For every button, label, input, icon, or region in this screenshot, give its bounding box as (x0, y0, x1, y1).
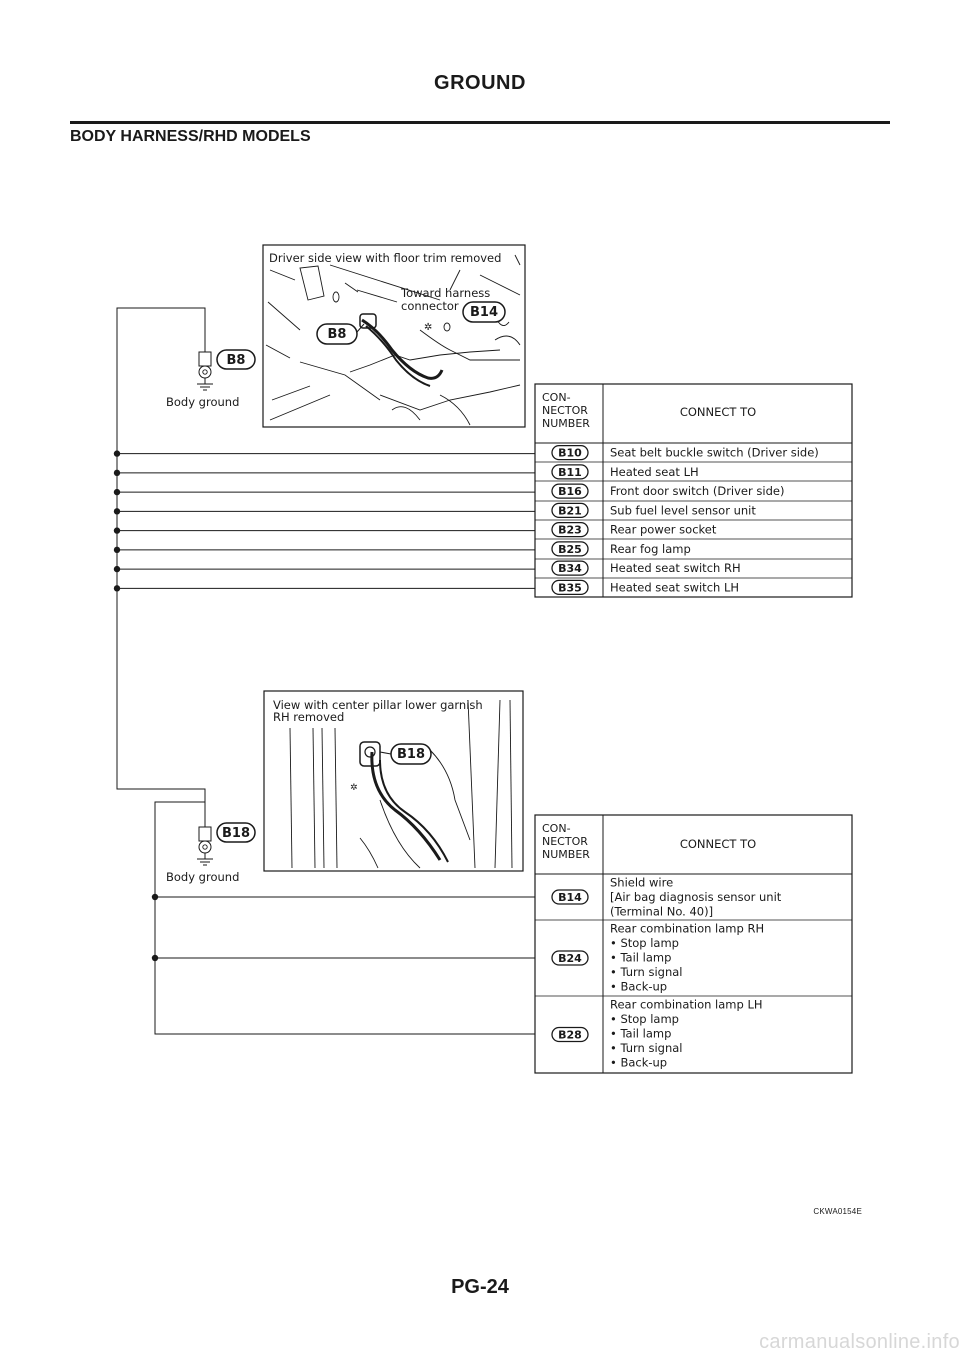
ground-symbol-b18 (166, 823, 255, 884)
connector-number: B34 (558, 562, 582, 576)
ground-b18-connector: B18 (222, 826, 250, 841)
table-bottom-col1-line2: NECTOR (542, 835, 588, 848)
connect-to-desc: Front door switch (Driver side) (610, 484, 785, 499)
table-top-row (552, 580, 739, 594)
footer-watermark: carmanualsonline.info (759, 1331, 960, 1353)
photo-driver-side-callout-line1: Toward harness (401, 286, 491, 300)
photo-driver-side-callout-line2: connector (401, 299, 459, 313)
connect-to-line: • Back-up (610, 979, 668, 994)
connect-to-desc: Heated seat switch LH (610, 580, 740, 595)
connector-number: B11 (558, 465, 582, 479)
table-top-row (552, 561, 741, 575)
connector-number: B21 (558, 504, 582, 518)
table-top-col2-header: CONNECT TO (679, 405, 757, 419)
table-bottom-col1-line1: CON- (542, 822, 571, 835)
photo-driver-side-b8-label: B8 (327, 327, 347, 342)
table-top-col1-line2: NECTOR (542, 404, 588, 417)
table-top-row (552, 446, 819, 460)
wiring-top (117, 308, 205, 820)
connect-to-line: (Terminal No. 40)] (610, 904, 714, 919)
table-bottom-col1-line3: NUMBER (542, 848, 590, 861)
connect-to-line: [Air bag diagnosis sensor unit (610, 890, 782, 904)
connector-number: B24 (558, 952, 582, 965)
junction-dot (152, 894, 158, 900)
connect-to-desc: Rear power socket (610, 522, 717, 537)
page-number: PG-24 (451, 1276, 509, 1298)
connect-to-desc: Heated seat switch RH (610, 561, 741, 576)
connect-to-line: • Turn signal (610, 1041, 683, 1055)
photo-driver-side-caption: Driver side view with floor trim removed (269, 251, 502, 265)
ground-b8-label: Body ground (166, 395, 240, 409)
page-header-title: GROUND (434, 72, 526, 94)
connect-to-line: Shield wire (610, 875, 674, 890)
junction-dot (114, 547, 120, 553)
table-bottom-col2-header: CONNECT TO (679, 837, 757, 851)
connect-to-line: • Stop lamp (610, 1012, 679, 1026)
photo-driver-side-bolt-mark: ✲ (424, 322, 433, 333)
connect-to-line: • Back-up (610, 1055, 668, 1070)
photo-center-pillar-caption-line2: RH removed (273, 710, 345, 724)
connector-table-bottom-rows (552, 876, 782, 1070)
junction-dot (114, 585, 120, 591)
table-bottom-row (552, 998, 763, 1070)
table-top-row (552, 523, 717, 537)
photo-center-pillar-caption-line1: View with center pillar lower garnish (273, 698, 483, 712)
photo-center-pillar-clip-mark: ✲ (350, 783, 358, 793)
connector-number: B10 (558, 446, 582, 460)
photo-driver-side (263, 245, 525, 427)
junction-dot (114, 470, 120, 476)
connector-number: B35 (558, 581, 582, 595)
connector-number: B16 (558, 485, 582, 499)
ground-symbol-b8 (166, 350, 255, 409)
ground-b8-connector: B8 (226, 353, 246, 368)
table-bottom-row (552, 876, 782, 919)
connect-to-line: • Tail lamp (610, 950, 672, 965)
connect-to-line: • Turn signal (610, 965, 683, 979)
photo-center-pillar (264, 691, 523, 871)
junction-dot (114, 566, 120, 572)
photo-driver-side-b14-label: B14 (470, 305, 498, 320)
wiring-top-branches (114, 450, 535, 591)
connector-number: B28 (558, 1028, 582, 1042)
ground-b18-label: Body ground (166, 870, 240, 884)
connector-number: B25 (558, 542, 582, 556)
photo-center-pillar-b18-label: B18 (397, 747, 425, 762)
connect-to-desc: Sub fuel level sensor unit (610, 503, 756, 518)
connector-number: B14 (558, 891, 582, 904)
table-top-row (552, 542, 691, 556)
junction-dot (114, 508, 120, 514)
connect-to-line: • Tail lamp (610, 1026, 672, 1041)
junction-dot (114, 527, 120, 533)
connect-to-desc: Rear fog lamp (610, 541, 691, 556)
table-top-col1-line1: CON- (542, 391, 571, 404)
wiring-bottom-branches (152, 894, 535, 961)
connect-to-line: Rear combination lamp RH (610, 921, 765, 936)
table-top-row (552, 465, 699, 479)
table-top-row (552, 503, 756, 517)
connector-number: B23 (558, 523, 582, 537)
table-top-row (552, 484, 784, 498)
junction-dot (152, 955, 158, 961)
section-title: BODY HARNESS/RHD MODELS (70, 128, 311, 145)
junction-dot (114, 489, 120, 495)
connect-to-desc: Seat belt buckle switch (Driver side) (610, 445, 819, 460)
connect-to-desc: Heated seat LH (610, 464, 699, 479)
figure-code: CKWA0154E (813, 1207, 862, 1216)
table-bottom-row (552, 922, 764, 994)
table-top-col1-line3: NUMBER (542, 417, 590, 430)
junction-dot (114, 450, 120, 456)
connect-to-line: • Stop lamp (610, 936, 679, 950)
connect-to-line: Rear combination lamp LH (610, 997, 763, 1012)
